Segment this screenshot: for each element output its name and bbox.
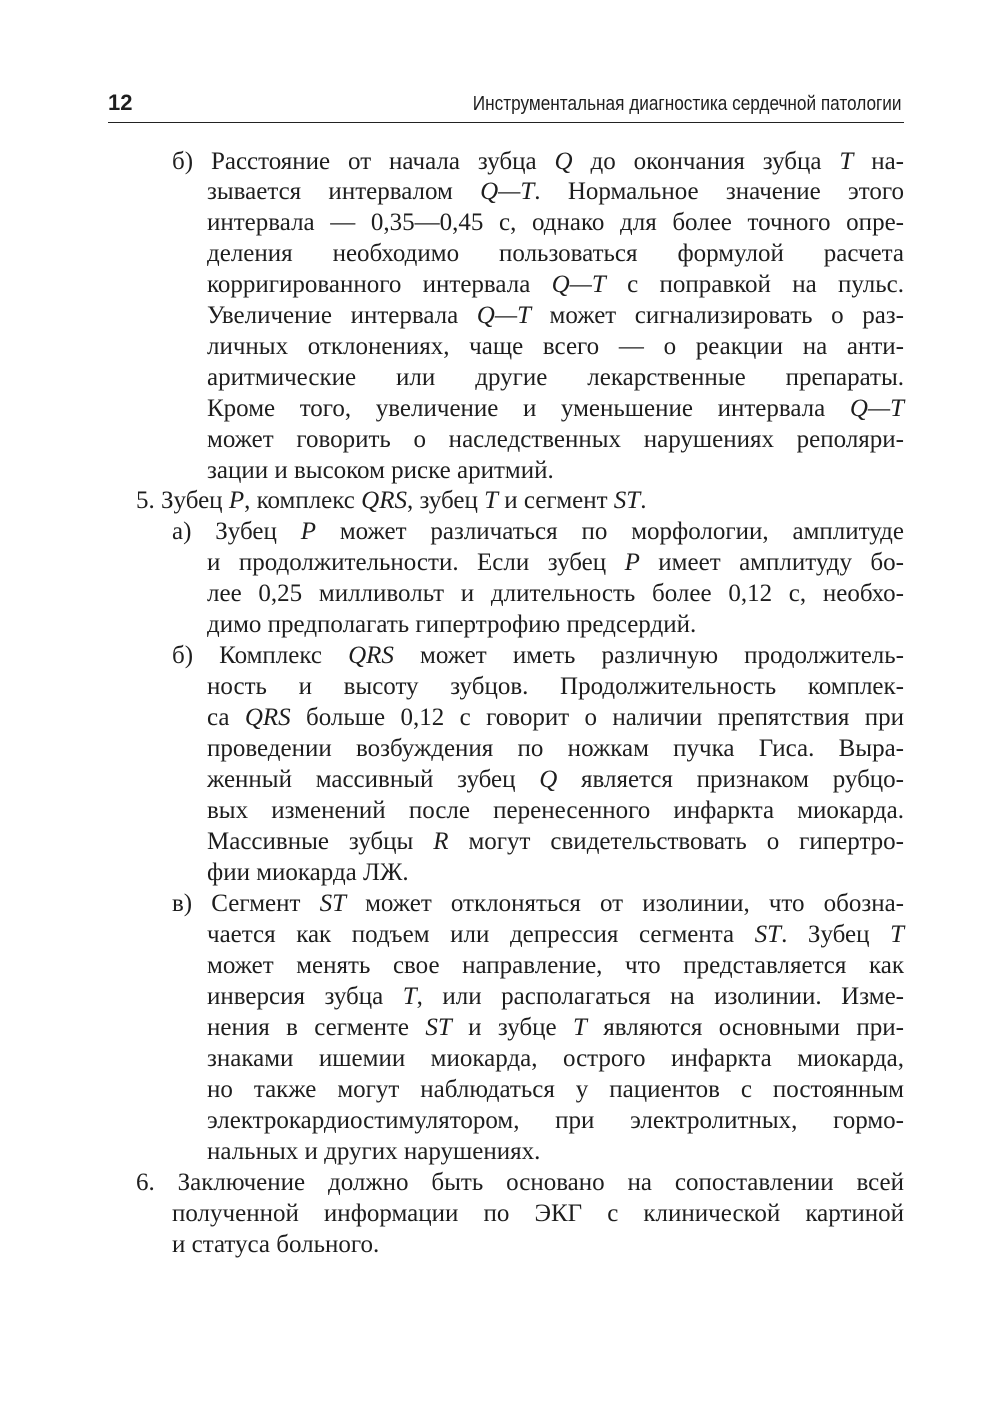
item-6-line-2 (172, 1199, 904, 1229)
text-run: а) Зубец (172, 518, 301, 545)
item-5a-line-4 (207, 610, 696, 640)
item-5b-line-3 (207, 703, 904, 733)
italic-symbol: P (300, 518, 316, 545)
item-5b-line-7 (207, 827, 904, 857)
italic-symbol: P (624, 549, 640, 576)
text-run: вых изменений после перенесенного инфаркта миокарда. (207, 797, 904, 824)
text-run: на- (853, 148, 904, 175)
text-run: корригированного интервала (207, 271, 552, 298)
item-b-line-8 (207, 363, 904, 393)
text-run: деления необходимо пользоваться формулой расчета (207, 240, 904, 267)
text-run: является признаком рубцо- (557, 766, 904, 793)
text-run: . (640, 487, 647, 514)
text-run: . Нормальное значение этого (534, 178, 904, 205)
italic-symbol: QRS (244, 704, 291, 731)
item-5b-line-5 (207, 765, 904, 795)
text-run: б) Комплекс (172, 642, 349, 669)
item-5v-line-2 (207, 920, 904, 950)
item-5v-line-5 (207, 1013, 904, 1043)
italic-symbol: T (839, 148, 854, 175)
text-run: но также могут наблюдаться у пациентов с постоянным (207, 1076, 904, 1103)
text-run: лее 0,25 милливольт и длительность более 0,12 с, необхо- (207, 580, 904, 607)
text-run: ность и высоту зубцов. Продолжительность комплек- (207, 673, 904, 700)
text-run: интервала — 0,35—0,45 с, однако для более точного опре- (207, 209, 904, 236)
item-5v-line-1 (172, 889, 904, 919)
text-run: в) Сегмент (172, 890, 320, 917)
text-run: чается как подъем или депрессия сегмента (207, 921, 755, 948)
item-5v-line-8 (207, 1106, 904, 1136)
text-run: проведении возбуждения по ножкам пучка Гиса. Выра- (207, 735, 904, 762)
italic-symbol: Q—T (849, 395, 904, 422)
italic-symbol: Q (539, 766, 558, 793)
item-b-line-5 (207, 270, 904, 300)
italic-symbol: T (890, 921, 904, 948)
item-b-line-11 (207, 456, 554, 486)
text-run: и продолжительности. Если зубец (207, 549, 625, 576)
page-number: 12 (108, 90, 133, 115)
italic-symbol: ST (754, 921, 782, 948)
text-run: . Зубец (781, 921, 891, 948)
text-run: может иметь различную продолжитель- (393, 642, 905, 669)
text-run: могут свидетельствовать о гипертро- (448, 828, 905, 855)
text-run: может различаться по морфологии, амплитуде (315, 518, 904, 545)
text-run: нальных и других нарушениях. (207, 1138, 541, 1165)
text-run: полученной информации по ЭКГ с клинической картиной (172, 1200, 904, 1227)
item-5v-line-4 (207, 982, 904, 1012)
text-run: димо предполагать гипертрофию предсердий. (207, 611, 697, 638)
text-run: может сигнализировать о раз- (530, 302, 904, 329)
item-5b-line-2 (207, 672, 904, 702)
item-5a-line-2 (207, 548, 904, 578)
italic-symbol: T (573, 1014, 587, 1041)
text-run: с поправкой на пульс. (605, 271, 904, 298)
text-run: Кроме того, увеличение и уменьшение интервала (207, 395, 850, 422)
italic-symbol: Q—T (551, 271, 606, 298)
item-5b-line-1 (172, 641, 904, 671)
italic-symbol: Q—T (476, 302, 531, 329)
item-5b-line-6 (207, 796, 904, 826)
italic-symbol: ST (425, 1014, 452, 1041)
italic-symbol: R (433, 828, 449, 855)
item-b-line-3 (207, 208, 904, 238)
text-run: знаками ишемии миокарда, острого инфаркта миокарда, (207, 1045, 904, 1072)
text-run: и сегмент (498, 487, 614, 514)
text-run: Массивные зубцы (207, 828, 434, 855)
text-run: может говорить о наследственных нарушениях реполяри- (207, 426, 904, 453)
italic-symbol: QRS (348, 642, 394, 669)
item-b-line-10 (207, 425, 904, 455)
text-run: , комплекс (244, 487, 362, 514)
text-run: и статуса больного. (172, 1231, 380, 1258)
italic-symbol: T (402, 983, 417, 1010)
text-run: , или располагаться на изолинии. Изме- (416, 983, 905, 1010)
item-5v-line-3 (207, 951, 904, 981)
italic-symbol: ST (319, 890, 346, 917)
item-b-line-9 (207, 394, 904, 424)
text-run: нения в сегменте (207, 1014, 426, 1041)
text-run: больше 0,12 с говорит о наличии препятствия при (290, 704, 904, 731)
text-run: женный массивный зубец (207, 766, 540, 793)
item-5v-line-6 (207, 1044, 904, 1074)
item-b-line-4 (207, 239, 904, 269)
item-b-line-1 (172, 147, 904, 177)
item-5b-line-8 (207, 858, 409, 888)
italic-symbol: T (484, 487, 499, 514)
item-5v-line-9 (207, 1137, 540, 1167)
text-run: фии миокарда ЛЖ. (207, 859, 409, 886)
item-5b-line-4 (207, 734, 904, 764)
italic-symbol: ST (613, 487, 641, 514)
item-5v-line-7 (207, 1075, 904, 1105)
item-5a-line-1 (172, 517, 904, 547)
text-run: 5. Зубец (136, 487, 229, 514)
text-run: са (207, 704, 245, 731)
item-b-line-2 (207, 177, 904, 207)
text-run: 6. Заключение должно быть основано на сопоставлении всей (136, 1169, 904, 1196)
text-run: до окончания зубца (572, 148, 840, 175)
text-run: личных отклонениях, чаще всего — о реакции на анти- (207, 333, 904, 360)
header-rule (108, 122, 904, 123)
text-run: зывается интервалом (207, 178, 481, 205)
running-title: Инструментальная диагностика сердечной патологии (473, 93, 902, 115)
item-6-line-3 (172, 1230, 379, 1260)
text-run: имеет амплитуду бо- (639, 549, 904, 576)
item-b-line-6 (207, 301, 904, 331)
text-run: электрокардиостимулятором, при электролитных, гормо- (207, 1107, 904, 1134)
item-6-line-1 (136, 1168, 904, 1198)
text-run: инверсия зубца (207, 983, 403, 1010)
text-run: Увеличение интервала (207, 302, 477, 329)
text-run: являются основными при- (586, 1014, 904, 1041)
italic-symbol: P (228, 487, 245, 514)
italic-symbol: Q—T (480, 178, 535, 205)
text-run: зации и высоком риске аритмий. (207, 457, 554, 484)
text-run: б) Расстояние от начала зубца (172, 148, 555, 175)
text-run: и зубце (451, 1014, 573, 1041)
item-b-line-7 (207, 332, 904, 362)
text-run: аритмические или другие лекарственные препараты. (207, 364, 904, 391)
text-run: может отклоняться от изолинии, что обозна- (345, 890, 904, 917)
text-run: может менять свое направление, что представляется как (207, 952, 904, 979)
item-5a-line-3 (207, 579, 904, 609)
italic-symbol: Q (554, 148, 573, 175)
text-run: , зубец (406, 487, 485, 514)
item-5-heading (136, 486, 646, 516)
italic-symbol: QRS (361, 487, 407, 514)
